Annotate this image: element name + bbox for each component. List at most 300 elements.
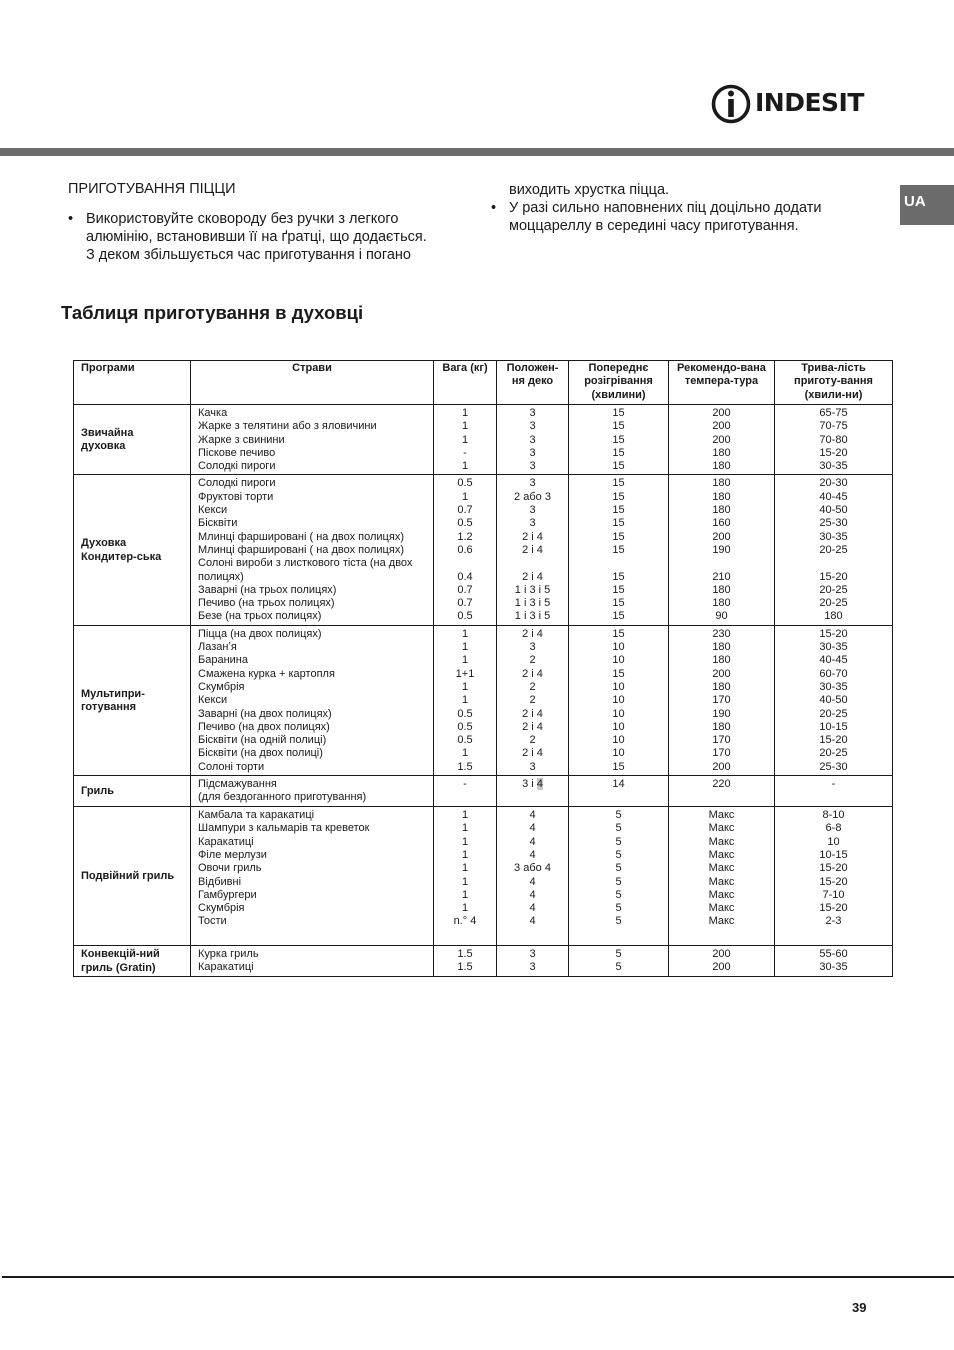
temperature-cell <box>669 946 775 977</box>
shelf-position-value: 3 <box>529 433 536 446</box>
shelf-position-value: 4 <box>529 835 536 848</box>
dishes-cell <box>191 946 434 977</box>
header-label: Страви <box>292 362 332 374</box>
dish-name: Жарке з свинини <box>198 433 285 446</box>
dish-name: Заварні (на трьох полицях) <box>198 583 337 596</box>
shelf-position-value: 3 <box>529 420 536 433</box>
preheat-value: 5 <box>615 809 622 822</box>
preheat-value: 5 <box>615 915 622 928</box>
header-bar <box>0 148 954 156</box>
shelf-position-value: 1 і 3 і 5 <box>514 610 551 623</box>
column-header <box>775 361 893 405</box>
cooking-time-cell <box>775 946 893 977</box>
dish-name: Печиво (на трьох полицях) <box>198 597 335 610</box>
cooking-time-value: 8-10 <box>822 809 845 822</box>
temperature-value: Макс <box>708 915 735 928</box>
pizza-column-left <box>68 210 468 264</box>
weight-value: 1 <box>461 875 469 888</box>
dish-name: Солоні торти <box>198 760 265 773</box>
language-tab: UA <box>900 185 954 225</box>
shelf-position-value: 2 і 4 <box>522 747 543 760</box>
header-label: (хвили-ни) <box>804 388 863 401</box>
weight-value: 1 <box>461 809 469 822</box>
dish-name: Солоні вироби з листкового тіста (на двох полицях) <box>198 557 413 583</box>
temperature-value: 180 <box>712 597 731 610</box>
cooking-time-value: 15-20 <box>819 902 848 915</box>
dish-name: Шампури з кальмарів та креветок <box>198 822 370 835</box>
weight-value: 1 <box>461 862 469 875</box>
shelf-position-value: 4 <box>529 875 536 888</box>
cooking-time-value: 55-60 <box>819 948 848 961</box>
weight-value: 1 <box>461 490 469 503</box>
cooking-time-value: 10-15 <box>819 848 848 861</box>
weight-value: 1 <box>461 902 469 915</box>
temperature-value: 170 <box>712 734 731 747</box>
cooking-time-value: 40-45 <box>819 654 848 667</box>
shelf-position-value: 3 <box>529 760 536 773</box>
shelf-position-value: 3 <box>529 961 536 974</box>
preheat-value: 5 <box>615 961 622 974</box>
preheat-value: 15 <box>612 407 625 419</box>
cooking-time-cell <box>775 776 893 807</box>
preheat-value: 5 <box>615 875 622 888</box>
weight-value: - <box>463 446 467 459</box>
preheat-value: 15 <box>612 760 625 773</box>
preheat-value: 10 <box>612 641 625 654</box>
dish-name: Овочи гриль <box>198 862 262 875</box>
temperature-value: 230 <box>712 627 731 640</box>
temperature-value: 180 <box>712 680 731 693</box>
header-label: Положен- <box>506 362 559 374</box>
temperature-value: 180 <box>712 654 731 667</box>
cooking-time-value: 25-30 <box>819 517 848 530</box>
cooking-time-value: 20-25 <box>819 747 848 760</box>
cooking-time-value <box>775 557 892 570</box>
cooking-time-value: 15-20 <box>819 734 848 747</box>
cooking-time-value: 70-75 <box>819 420 848 433</box>
weight-value: 1.5 <box>457 948 473 961</box>
weight-value: 0.7 <box>457 504 473 517</box>
preheat-value: 15 <box>612 460 625 473</box>
pizza-bullet-2 <box>491 199 891 235</box>
weight-value: 0.7 <box>457 583 473 596</box>
program-name <box>74 405 191 475</box>
weight-cell <box>434 776 497 807</box>
dishes-cell <box>191 405 434 475</box>
preheat-cell <box>569 405 669 475</box>
header-label: (хвилини) <box>591 388 646 401</box>
shelf-position-cell <box>497 946 569 977</box>
temperature-value: 200 <box>712 420 731 433</box>
shelf-position-value: 1 і 3 і 5 <box>514 583 551 596</box>
cooking-time-value: 10-15 <box>819 720 848 733</box>
temperature-value: Макс <box>708 809 735 822</box>
cooking-time-value: 40-50 <box>819 504 848 517</box>
preheat-value: 15 <box>612 570 625 583</box>
preheat-value: 10 <box>612 654 625 667</box>
cooking-time-cell <box>775 405 893 475</box>
page-number: 39 <box>852 1300 867 1315</box>
cooking-time-value: 25-30 <box>819 760 848 773</box>
weight-value: 1 <box>461 848 469 861</box>
cooking-time-value: 60-70 <box>819 667 848 680</box>
footer-rule <box>2 1276 954 1278</box>
temperature-cell <box>669 625 775 775</box>
shelf-position-value: 4 <box>529 822 536 835</box>
weight-value: 1 <box>461 680 469 693</box>
weight-value: 1 <box>461 888 469 901</box>
weight-value: n.° 4 <box>453 915 477 928</box>
temperature-value: 200 <box>712 760 731 773</box>
cooking-time-value: 30-35 <box>819 530 848 543</box>
preheat-value: 15 <box>612 446 625 459</box>
dish-name: Піскове печиво <box>198 446 276 459</box>
dish-name: Курка гриль <box>198 948 259 961</box>
cooking-time-value: 15-20 <box>819 875 848 888</box>
temperature-value: 200 <box>712 433 731 446</box>
dish-name: Млинці фаршировані ( на двох полицях) <box>198 530 404 543</box>
program-label: Кондитер-ська <box>81 550 162 563</box>
preheat-value: 5 <box>615 902 622 915</box>
dish-name: Бісквіти (на двох полиці) <box>198 747 323 760</box>
temperature-value: 180 <box>712 446 731 459</box>
temperature-cell <box>669 807 775 946</box>
shelf-position-value: 3 <box>529 460 536 473</box>
dish-name: Піцца (на двох полицях) <box>198 627 322 640</box>
preheat-value: 15 <box>612 667 625 680</box>
text-line: З деком збільшується час приготування і погано <box>86 247 411 263</box>
weight-cell <box>434 625 497 775</box>
shelf-position-value: 2 і 4 <box>522 707 543 720</box>
temperature-value: 170 <box>712 694 731 707</box>
shelf-position-value: 2 і 4 <box>522 543 543 556</box>
column-header <box>497 361 569 405</box>
brand-name: INDESIT <box>755 88 864 117</box>
temperature-value: 210 <box>712 570 731 583</box>
table-row <box>74 807 893 946</box>
program-label: Гриль <box>81 784 115 797</box>
preheat-value: 14 <box>612 778 625 791</box>
program-name <box>74 475 191 625</box>
text-line: У разі сильно наповнених піц доцільно додати <box>509 200 822 216</box>
text-line: виходить хрустка піцца. <box>509 182 670 198</box>
temperature-value: 170 <box>712 747 731 760</box>
dish-name: Баранина <box>198 654 248 667</box>
dish-name: Млинці фаршировані ( на двох полицях) <box>198 543 404 556</box>
temperature-value: 220 <box>712 778 731 791</box>
weight-value: 1 <box>461 460 469 473</box>
shelf-position-cell <box>497 405 569 475</box>
dish-name: Бісквіти (на одній полиці) <box>198 734 327 747</box>
program-name <box>74 776 191 807</box>
table-row <box>74 625 893 775</box>
weight-value: - <box>463 778 467 791</box>
preheat-cell <box>569 776 669 807</box>
dish-name: Смажена курка + картопля <box>198 667 335 680</box>
program-label: Конвекцій-ний <box>81 948 160 961</box>
column-header <box>74 361 191 405</box>
table-row <box>74 405 893 475</box>
preheat-value: 10 <box>612 694 625 707</box>
cooking-time-value: 30-35 <box>819 460 848 473</box>
header-label: ня деко <box>511 375 554 388</box>
temperature-value: 180 <box>712 490 731 503</box>
header-label: Попереднє <box>588 362 649 374</box>
shelf-position-value: 4 <box>529 902 536 915</box>
preheat-value: 15 <box>612 504 625 517</box>
shelf-position-value: 3 <box>529 407 536 419</box>
weight-value: 1 <box>461 627 469 640</box>
text-line: алюмінію, встановивши її на ґратці, що додається. <box>86 229 427 245</box>
preheat-value: 5 <box>615 835 622 848</box>
preheat-value: 5 <box>615 822 622 835</box>
preheat-value: 15 <box>612 543 625 556</box>
cooking-time-value: - <box>831 778 836 791</box>
pizza-bullet-1 <box>68 210 468 264</box>
temperature-value: 200 <box>712 667 731 680</box>
preheat-value: 15 <box>612 583 625 596</box>
cooking-time-value: 30-35 <box>819 680 848 693</box>
header-label: Вага (кг) <box>442 362 488 374</box>
dish-name: Солодкі пироги <box>198 477 276 490</box>
program-name <box>74 625 191 775</box>
shelf-position-value: 2 і 4 <box>522 530 543 543</box>
program-label: гриль (Gratin) <box>81 961 156 974</box>
preheat-value: 10 <box>612 734 625 747</box>
cooking-time-value: 20-30 <box>819 477 848 490</box>
cooking-time-value: 40-45 <box>819 490 848 503</box>
preheat-value: 15 <box>612 420 625 433</box>
temperature-value: Макс <box>708 888 735 901</box>
shelf-position-cell <box>497 625 569 775</box>
weight-value: 1 <box>461 433 469 446</box>
dish-name: Качка <box>198 407 228 419</box>
header-label: темпера-тура <box>684 375 759 388</box>
dish-name: Гамбургери <box>198 888 257 901</box>
weight-value: 0.5 <box>457 477 473 490</box>
weight-value: 1 <box>461 694 469 707</box>
temperature-value: 200 <box>712 407 731 419</box>
table-row <box>74 946 893 977</box>
indesit-logo-icon <box>711 82 751 126</box>
shelf-position-value: 3 <box>529 504 536 517</box>
text-line: моццареллу в середині часу приготування. <box>509 218 799 234</box>
dishes-cell <box>191 475 434 625</box>
shelf-position-value: 2 і 4 <box>522 720 543 733</box>
preheat-value: 5 <box>615 862 622 875</box>
shelf-position-value <box>497 557 568 570</box>
cooking-time-value: 70-80 <box>819 433 848 446</box>
preheat-value: 5 <box>615 888 622 901</box>
cooking-time-value: 20-25 <box>819 583 848 596</box>
pizza-section-title: ПРИГОТУВАННЯ ПІЦЦИ <box>68 181 236 197</box>
shelf-position-value: 3 <box>529 477 536 490</box>
program-name <box>74 946 191 977</box>
cooking-time-value: 65-75 <box>819 407 848 419</box>
weight-value: 0.5 <box>457 707 473 720</box>
shelf-position-cell <box>497 776 569 807</box>
preheat-value: 15 <box>612 530 625 543</box>
cooking-time-value: 15-20 <box>819 446 848 459</box>
temperature-value: 90 <box>715 610 728 623</box>
temperature-value: 180 <box>712 477 731 490</box>
dish-name: Жарке з телятини або з яловичини <box>198 420 377 433</box>
shelf-position-prefix: 3 і <box>522 778 537 791</box>
cooking-time-value: 30-35 <box>819 641 848 654</box>
temperature-value: Макс <box>708 902 735 915</box>
preheat-value: 15 <box>612 610 625 623</box>
shelf-position-value: 2 <box>529 680 536 693</box>
dish-name: Підсмажування <box>198 778 277 791</box>
preheat-value: 5 <box>615 948 622 961</box>
weight-value: 0.5 <box>457 734 473 747</box>
program-name <box>74 807 191 946</box>
preheat-value: 15 <box>612 490 625 503</box>
dish-name: Скумбрія <box>198 680 245 693</box>
temperature-value: Макс <box>708 862 735 875</box>
shelf-position-value: 4 <box>529 848 536 861</box>
program-label: Мультипри- <box>81 687 145 700</box>
weight-value: 1 <box>461 835 469 848</box>
temperature-value: 180 <box>712 583 731 596</box>
weight-value: 0.4 <box>457 570 473 583</box>
table-title: Таблиця приготування в духовці <box>61 302 364 323</box>
column-header <box>434 361 497 405</box>
text-line: Використовуйте сковороду без ручки з легкого <box>86 211 399 227</box>
program-label: Духовка <box>81 537 127 550</box>
cooking-time-value: 20-25 <box>819 597 848 610</box>
temperature-value: 190 <box>712 543 731 556</box>
shelf-position-value: 4 <box>529 809 536 822</box>
dish-name: Каракатиці <box>198 961 254 974</box>
cooking-time-value: 6-8 <box>825 822 842 835</box>
cooking-table <box>73 360 893 977</box>
cooking-time-value: 10 <box>827 835 840 848</box>
shelf-position-value: 1 і 3 і 5 <box>514 597 551 610</box>
temperature-cell <box>669 776 775 807</box>
shelf-position-value: 3 <box>529 948 536 961</box>
table-row <box>74 475 893 625</box>
weight-value: 1.2 <box>457 530 473 543</box>
dish-name: Кекси <box>198 694 228 707</box>
preheat-cell <box>569 946 669 977</box>
weight-value: 1.5 <box>457 760 473 773</box>
cooking-time-value: 15-20 <box>819 570 848 583</box>
cooking-time-value: 2-3 <box>825 915 842 928</box>
header-label: Рекомендо-вана <box>677 362 766 374</box>
preheat-value: 10 <box>612 680 625 693</box>
weight-value: 1 <box>461 654 469 667</box>
program-label: духовка <box>81 440 126 453</box>
dish-name: (для бездоганного приготування) <box>198 791 367 804</box>
temperature-value: 180 <box>712 460 731 473</box>
weight-value: 0.5 <box>457 720 473 733</box>
preheat-value: 10 <box>612 720 625 733</box>
weight-value: 0.5 <box>457 610 473 623</box>
shelf-position-value: 3 або 4 <box>514 862 551 875</box>
shelf-position-value <box>497 778 568 791</box>
temperature-value: Макс <box>708 848 735 861</box>
temperature-value: 200 <box>712 961 731 974</box>
dish-name: Кекси <box>198 504 228 517</box>
shelf-position-value: 2 і 4 <box>522 570 543 583</box>
cooking-time-value: 180 <box>824 610 843 623</box>
column-header <box>191 361 434 405</box>
weight-value: 1 <box>461 407 469 419</box>
weight-cell <box>434 405 497 475</box>
weight-value: 0.6 <box>457 543 473 556</box>
temperature-value: Макс <box>708 822 735 835</box>
dish-name: Відбивні <box>198 875 242 888</box>
weight-value: 0.5 <box>457 517 473 530</box>
preheat-value: 10 <box>612 707 625 720</box>
preheat-value <box>569 557 668 570</box>
preheat-value: 10 <box>612 747 625 760</box>
indesit-logo <box>711 82 871 126</box>
weight-cell <box>434 475 497 625</box>
weight-value: 1.5 <box>457 961 473 974</box>
weight-value: 1 <box>461 822 469 835</box>
column-header <box>669 361 775 405</box>
cooking-time-value: 15-20 <box>819 862 848 875</box>
dish-name: Каракатиці <box>198 835 254 848</box>
program-label: Звичайна <box>81 426 134 439</box>
cooking-time-value: 40-50 <box>819 694 848 707</box>
temperature-value <box>669 557 774 570</box>
temperature-cell <box>669 405 775 475</box>
shelf-position-cell <box>497 807 569 946</box>
dish-name: Скумбрія <box>198 902 245 915</box>
header-label: розігрівання <box>584 375 653 388</box>
weight-value: 0.7 <box>457 597 473 610</box>
column-header <box>569 361 669 405</box>
shelf-position-value: 3 <box>529 641 536 654</box>
header-label: Програми <box>81 362 135 374</box>
cooking-time-cell <box>775 807 893 946</box>
dishes-cell <box>191 776 434 807</box>
preheat-value: 15 <box>612 517 625 530</box>
dish-name: Фруктові торти <box>198 490 274 503</box>
weight-cell <box>434 946 497 977</box>
shelf-position-value: 3 <box>529 446 536 459</box>
dish-name: Тости <box>198 915 227 928</box>
cooking-time-value: 7-10 <box>822 888 845 901</box>
weight-value: 1 <box>461 747 469 760</box>
weight-value: 1 <box>461 420 469 433</box>
preheat-value: 15 <box>612 477 625 490</box>
dish-name: Безе (на трьох полицях) <box>198 610 322 623</box>
temperature-value: 180 <box>712 720 731 733</box>
cooking-time-cell <box>775 475 893 625</box>
cooking-time-cell <box>775 625 893 775</box>
temperature-value: 190 <box>712 707 731 720</box>
dishes-cell <box>191 625 434 775</box>
dish-name: Печиво (на двох полицях) <box>198 720 330 733</box>
shelf-position-value: 2 <box>529 654 536 667</box>
weight-value: 1+1 <box>455 667 475 680</box>
temperature-value: Макс <box>708 875 735 888</box>
shelf-position-value: 2 і 4 <box>522 627 543 640</box>
temperature-cell <box>669 475 775 625</box>
weight-cell <box>434 807 497 946</box>
cooking-time-value: 20-25 <box>819 707 848 720</box>
dish-name: Бісквіти <box>198 517 238 530</box>
weight-value <box>434 557 496 570</box>
temperature-value: 180 <box>712 641 731 654</box>
cooking-time-value: 20-25 <box>819 543 848 556</box>
preheat-value: 15 <box>612 627 625 640</box>
bullet-dot: • <box>491 200 497 216</box>
